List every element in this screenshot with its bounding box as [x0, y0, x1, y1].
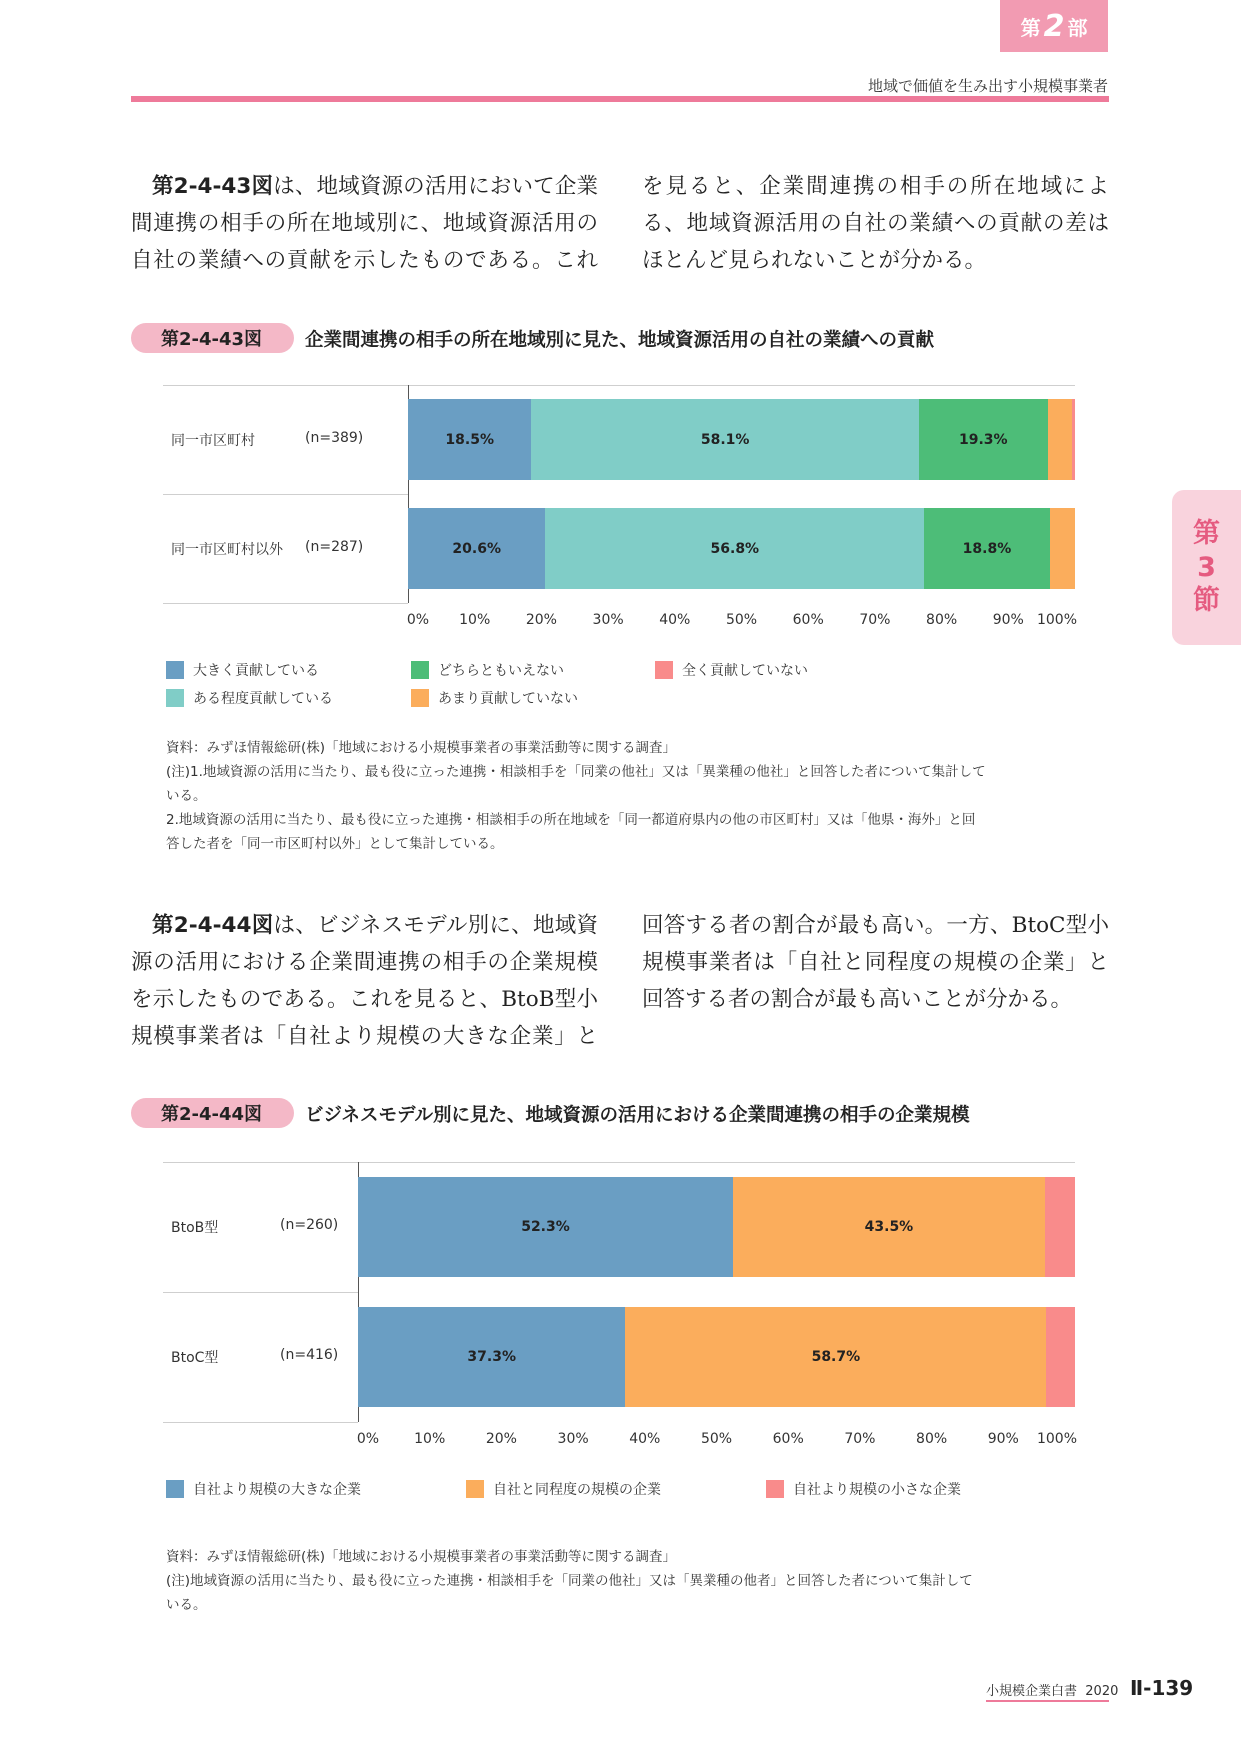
page-number: Ⅱ-139	[1130, 1676, 1194, 1700]
row-separator	[163, 1292, 358, 1293]
paragraph-2-ref: 第2-4-44図	[152, 913, 274, 938]
x-tick-label: 40%	[629, 1431, 661, 1447]
side-tab-line2: 3	[1197, 551, 1216, 583]
bar-segment	[1046, 1307, 1075, 1407]
footer-year: 2020	[1085, 1684, 1119, 1699]
data-label: 56.8%	[710, 540, 760, 557]
legend-swatch	[166, 689, 184, 707]
x-tick-label: 20%	[485, 1431, 517, 1447]
row-separator	[163, 385, 408, 386]
x-tick-label: 60%	[792, 612, 824, 628]
bar-segment	[1072, 399, 1075, 480]
figure-1-notes	[166, 736, 1086, 856]
x-tick-label: 20%	[525, 612, 557, 628]
data-label: 52.3%	[521, 1219, 570, 1235]
legend-item	[166, 688, 333, 708]
x-tick-label: 0%	[406, 612, 430, 628]
y-axis-line	[358, 1162, 359, 1422]
x-tick-label: 90%	[987, 1431, 1019, 1447]
legend-item	[411, 688, 578, 708]
data-label: 18.5%	[445, 431, 494, 448]
figure-1-note: いる。	[166, 788, 207, 804]
legend-swatch	[766, 1480, 784, 1498]
category-label: 同一市区町村	[171, 432, 255, 449]
data-label: 20.6%	[452, 540, 501, 557]
legend-item	[166, 1479, 361, 1499]
figure-1-chart	[0, 0, 1241, 720]
side-tab-line3: 節	[1193, 585, 1220, 617]
paragraph-1	[131, 168, 1109, 288]
category-label: 同一市区町村以外	[171, 541, 283, 558]
figure-2-notes	[166, 1545, 1086, 1617]
data-label: 37.3%	[467, 1349, 516, 1365]
row-separator	[163, 1162, 358, 1163]
x-tick-label: 100%	[1036, 612, 1078, 628]
figure-2-title: ビジネスモデル別に見た、地域資源の活用における企業間連携の相手の企業規模	[305, 1105, 970, 1126]
paragraph-2-text: は、ビジネスモデル別に、地域資源の活用における企業間連携の相手の企業規模を示したものである。これを見ると、BtoB型小規模事業者は「自社より規模の大きな企業」と回答する者の割合が最も高い。一方、BtoC型小規模事業者は「自社と同程度の規模の企業」と回答する者の割合が最も高いことが分かる。	[131, 913, 1109, 1049]
legend-swatch	[411, 661, 429, 679]
x-tick-label: 50%	[700, 1431, 733, 1447]
x-tick-label: 60%	[772, 1431, 804, 1447]
legend-swatch	[166, 661, 184, 679]
x-tick-label: 0%	[356, 1431, 380, 1447]
figure-1-note: 2.地域資源の活用に当たり、最も役に立った連携・相談相手の所在地域を「同一都道府県内の他の市区町村」又は「他県・海外」と回	[166, 812, 976, 828]
figure-2-note: 資料：みずほ情報総研(株)「地域における小規模事業者の事業活動等に関する調査」	[166, 1549, 677, 1565]
figure-2-note: いる。	[166, 1597, 207, 1613]
part-tab-number: 2	[1043, 8, 1065, 44]
bar-segment	[358, 1177, 733, 1277]
legend-label: 自社より規模の小さな企業	[793, 1482, 961, 1498]
sample-size-label: (n=260)	[280, 1217, 339, 1233]
paragraph-2	[131, 907, 1109, 1067]
bar-segment	[358, 1307, 625, 1407]
footer-book-title: 小規模企業白書 2020	[986, 1684, 1119, 1699]
data-label: 58.7%	[811, 1349, 861, 1365]
legend-swatch	[166, 1480, 184, 1498]
side-tab-line1: 第	[1193, 517, 1220, 549]
data-label: 18.8%	[962, 540, 1012, 557]
x-tick-label: 80%	[926, 612, 958, 628]
x-tick-label: 10%	[459, 612, 491, 628]
legend-item	[655, 660, 808, 680]
bar-segment	[531, 399, 919, 480]
legend-label: 大きく貢献している	[193, 663, 319, 679]
y-axis-line	[408, 385, 409, 603]
bar-segment	[919, 399, 1048, 480]
legend-label: 自社より規模の大きな企業	[193, 1482, 361, 1498]
paragraph-1-text: は、地域資源の活用において企業間連携の相手の所在地域別に、地域資源活用の自社の業績への貢献を示したものである。これを見ると、企業間連携の相手の所在地域による、地域資源活用の自社の業績への貢献の差はほとんど見られないことが分かる。	[131, 174, 1109, 273]
footer-rule	[986, 1700, 1109, 1702]
data-label: 58.1%	[700, 431, 750, 448]
plot-top-line	[358, 1162, 1075, 1163]
data-label: 43.5%	[864, 1219, 914, 1235]
x-tick-label: 30%	[557, 1431, 589, 1447]
x-tick-label: 50%	[725, 612, 758, 628]
data-label: 19.3%	[958, 431, 1008, 448]
legend-item	[766, 1479, 961, 1499]
category-label: BtoB型	[171, 1220, 219, 1236]
figure-1-note: 答した者を「同一市区町村以外」として集計している。	[166, 836, 504, 852]
bar-segment	[1045, 1177, 1075, 1277]
legend-swatch	[655, 661, 673, 679]
row-separator	[163, 494, 408, 495]
x-tick-label: 80%	[916, 1431, 948, 1447]
category-label: BtoC型	[171, 1350, 219, 1366]
figure-2-note: (注)地域資源の活用に当たり、最も役に立った連携・相談相手を「同業の他社」又は「異業種の他者」と回答した者について集計して	[166, 1573, 973, 1589]
bar-segment	[625, 1307, 1046, 1407]
legend-label: 全く貢献していない	[682, 663, 808, 679]
bar-segment	[733, 1177, 1045, 1277]
bar-segment	[408, 508, 545, 589]
figure-1-label: 第2-4-43図	[131, 323, 294, 353]
figure-1-note: 資料：みずほ情報総研(株)「地域における小規模事業者の事業活動等に関する調査」	[166, 740, 677, 756]
legend-swatch	[411, 689, 429, 707]
x-tick-label: 70%	[844, 1431, 876, 1447]
legend-item	[466, 1479, 661, 1499]
bar-segment	[1050, 508, 1075, 589]
bar-segment	[545, 508, 924, 589]
sample-size-label: (n=287)	[305, 538, 364, 555]
part-tab-post: 部	[1067, 15, 1088, 40]
part-tab-pre: 第	[1020, 15, 1041, 40]
figure-2-label: 第2-4-44図	[131, 1098, 294, 1128]
paragraph-1-ref: 第2-4-43図	[152, 174, 274, 199]
sample-size-label: (n=389)	[305, 429, 364, 446]
legend-label: 自社と同程度の規模の企業	[493, 1482, 661, 1498]
legend-label: どちらともいえない	[438, 663, 564, 679]
x-tick-label: 100%	[1036, 1431, 1078, 1447]
row-separator	[163, 1422, 358, 1423]
part-tab	[1000, 0, 1108, 52]
bar-segment	[1048, 399, 1072, 480]
x-tick-label: 40%	[659, 612, 691, 628]
bar-segment	[924, 508, 1049, 589]
plot-top-line	[408, 385, 1075, 386]
section-side-tab	[1172, 490, 1241, 645]
x-tick-label: 10%	[414, 1431, 446, 1447]
row-separator	[163, 603, 408, 604]
legend-label: ある程度貢献している	[193, 691, 333, 707]
bar-segment	[408, 399, 531, 480]
x-tick-label: 30%	[592, 612, 624, 628]
figure-1-title: 企業間連携の相手の所在地域別に見た、地域資源活用の自社の業績への貢献	[305, 330, 935, 351]
x-tick-label: 90%	[992, 612, 1024, 628]
x-tick-label: 70%	[859, 612, 891, 628]
legend-item	[166, 660, 319, 680]
sample-size-label: (n=416)	[280, 1347, 339, 1363]
legend-label: あまり貢献していない	[438, 691, 578, 707]
legend-item	[411, 660, 564, 680]
figure-1-note: (注)1.地域資源の活用に当たり、最も役に立った連携・相談相手を「同業の他社」又は「異業種の他社」と回答した者について集計して	[166, 764, 986, 780]
legend-swatch	[466, 1480, 484, 1498]
header-rule	[131, 96, 1109, 102]
header-subtitle: 地域で価値を生み出す小規模事業者	[867, 77, 1108, 95]
